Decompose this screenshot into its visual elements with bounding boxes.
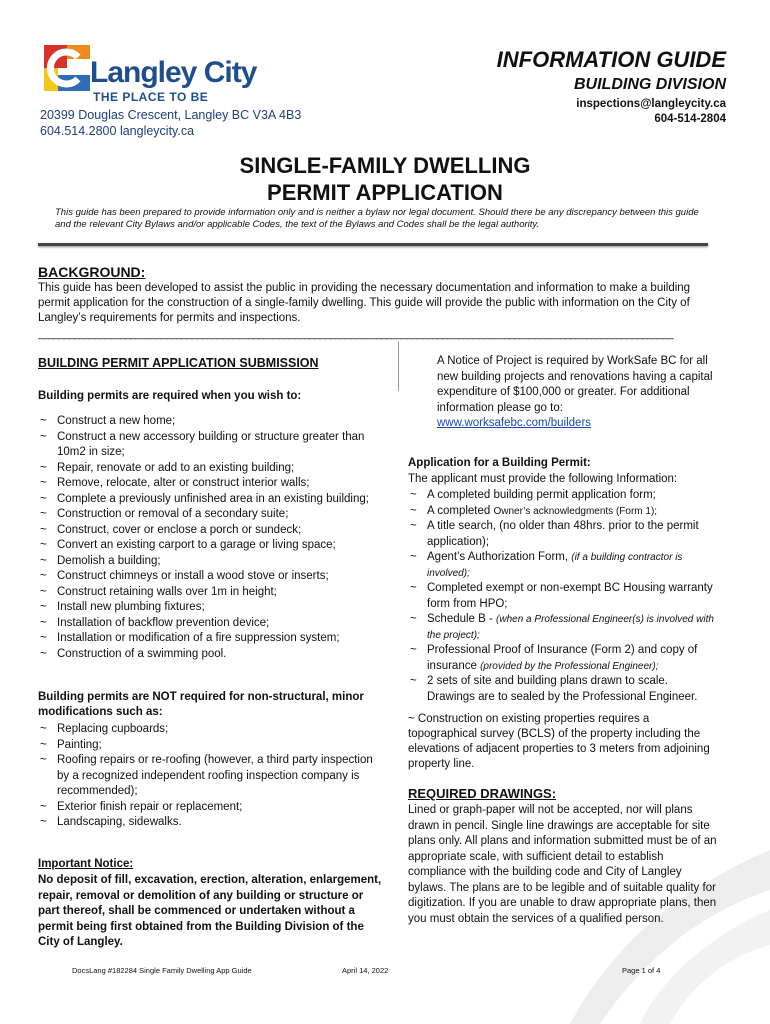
list-item: ~ Installation of backflow prevention device;	[38, 616, 378, 632]
application-requirements-list	[408, 488, 718, 705]
list-item: ~ Replacing cupboards;	[38, 722, 378, 738]
list-item: ~ Convert an existing carport to a garage or living space;	[38, 538, 378, 554]
application-heading: Application for a Building Permit:	[408, 457, 591, 469]
worksafe-text: A Notice of Project is required by WorkSafe BC for all new building projects and renovations having a capital expenditure of $100,000 or greater. For additional information please go to:	[437, 355, 713, 414]
list-item: ~ Painting;	[38, 738, 378, 754]
list-item: ~ Agent’s Authorization Form, (if a building contractor is involved);	[408, 550, 718, 581]
langley-city-logo-icon	[44, 45, 90, 91]
application-intro: The applicant must provide the following Information:	[408, 473, 678, 485]
list-item: ~ Install new plumbing fixtures;	[38, 600, 378, 616]
section-dash-line: ____________________________________________________________________________________________________________________________	[38, 328, 673, 340]
important-notice-text: No deposit of fill, excavation, erection, alteration, enlargement, repair, removal or demolition of any building or structure or part thereof, shall be commenced or undertaken without a permit being first obtained from the Building Division of the City of Langley.	[38, 874, 382, 948]
background-heading: BACKGROUND:	[38, 264, 146, 280]
list-item: ~ 2 sets of site and building plans drawn to scale. Drawings are to sealed by the Professional Engineer.	[408, 674, 718, 705]
list-item: ~ A title search, (no older than 48hrs. prior to the permit application);	[408, 519, 718, 550]
list-item: ~ Construction or removal of a secondary suite;	[38, 507, 378, 523]
construction-survey-text: ~ Construction on existing properties requires a topographical survey (BCLS) of the property including the elevations of adjacent properties to 3 meters from adjoining property line.	[408, 713, 710, 770]
list-item: ~ Exterior finish repair or replacement;	[38, 800, 378, 816]
list-item: ~ Landscaping, sidewalks.	[38, 815, 378, 831]
not-required-heading: Building permits are NOT required for non-structural, minor modifications such as:	[38, 691, 364, 718]
worksafe-link[interactable]: www.worksafebc.com/builders	[437, 417, 592, 429]
list-item: ~ Complete a previously unfinished area in an existing building;	[38, 492, 378, 508]
list-item: ~ Schedule B - (when a Professional Engineer(s) is involved with the project);	[408, 612, 718, 643]
logo-tagline: THE PLACE TO BE	[93, 90, 209, 104]
list-item: ~ Construct a new accessory building or structure greater than 10m2 in size;	[38, 430, 378, 461]
column-divider	[398, 341, 399, 391]
list-item: ~ Construct retaining walls over 1m in height;	[38, 585, 378, 601]
list-item: ~ Demolish a building;	[38, 554, 378, 570]
list-item: ~ Completed exempt or non-exempt BC Housing warranty form from HPO;	[408, 581, 718, 612]
contact-phone: 604-514-2804	[654, 113, 726, 125]
list-item: ~ A completed Owner’s acknowledgments (Form 1);	[408, 504, 718, 520]
background-text: This guide has been developed to assist the public in providing the necessary documentation and information to make a building permit application for the construction of a single-family dwelling. This guide will provide the public with information on the City of Langley’s requirements for permits and inspections.	[38, 282, 691, 324]
list-item: ~ Roofing repairs or re-roofing (however, a third party inspection by a recognized independent roofing inspection company is recommended);	[38, 753, 378, 800]
list-item: ~ Construct, cover or enclose a porch or sundeck;	[38, 523, 378, 539]
list-item: ~ Construction of a swimming pool.	[38, 647, 378, 663]
title-line-2: PERMIT APPLICATION	[267, 180, 503, 205]
list-item: ~ Remove, relocate, alter or construct interior walls;	[38, 476, 378, 492]
address-line: 20399 Douglas Crescent, Langley BC V3A 4B3	[40, 108, 302, 122]
logo-name: Langley City	[90, 56, 257, 89]
required-list	[38, 414, 378, 662]
list-item: ~ Construct chimneys or install a wood stove or inserts;	[38, 569, 378, 585]
list-item: ~ Installation or modification of a fire suppression system;	[38, 631, 378, 647]
title-line-1: SINGLE-FAMILY DWELLING	[239, 153, 531, 178]
footer-date: April 14, 2022	[342, 966, 389, 975]
contact-email: inspections@langleycity.ca	[576, 98, 726, 110]
list-item: ~ Professional Proof of Insurance (Form 2) and copy of insurance (provided by the Professional Engineer);	[408, 643, 718, 674]
required-heading: Building permits are required when you wish to:	[38, 390, 302, 402]
phone-web-line: 604.514.2800 langleycity.ca	[40, 124, 195, 138]
not-required-list	[38, 722, 378, 831]
worksafe-notice	[437, 354, 717, 432]
footer-page-number: Page 1 of 4	[622, 966, 661, 975]
submission-heading: BUILDING PERMIT APPLICATION SUBMISSION	[38, 356, 319, 370]
important-notice-heading: Important Notice:	[38, 858, 134, 870]
footer-doc-id: DocsLang #182284 Single Family Dwelling App Guide	[72, 966, 252, 975]
list-item: ~ A completed building permit application form;	[408, 488, 718, 504]
list-item: ~ Construct a new home;	[38, 414, 378, 430]
list-item: ~ Repair, renovate or add to an existing building;	[38, 461, 378, 477]
disclaimer: This guide has been prepared to provide information only and is neither a bylaw nor legal document. Should there be any discrepancy between this guide and the relevant City Bylaws and/or applicable Codes, the text of the Bylaws and Codes shall be the legal authority.	[55, 207, 699, 230]
required-drawings-text: Lined or graph-paper will not be accepted, nor will plans drawn in pencil. Single line drawings are acceptable for site plans only. All plans and information submitted must be of an appropriate scale, with sufficient detail to establish compliance with the building code and City of Langley bylaws. The plans are to be legible and of suitable quality for digitization. If you are unable to draw appropriate plans, then you must obtain the services of a qualified person.	[408, 804, 717, 925]
page-title	[0, 152, 770, 206]
city-address	[40, 107, 301, 139]
guide-title: INFORMATION GUIDE	[496, 47, 726, 72]
required-drawings-heading: REQUIRED DRAWINGS:	[408, 786, 557, 801]
division-name: BUILDING DIVISION	[573, 76, 726, 93]
title-divider	[38, 243, 708, 246]
